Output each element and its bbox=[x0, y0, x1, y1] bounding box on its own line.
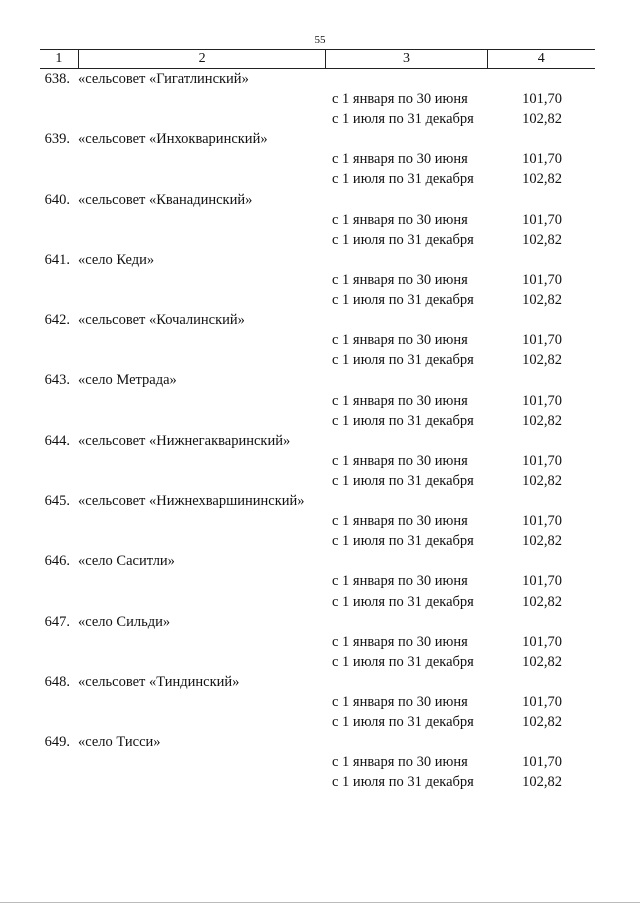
entry-name: «сельсовет «Кванадинский» bbox=[78, 191, 253, 208]
period-row bbox=[40, 592, 600, 612]
index-value: 101,70 bbox=[522, 754, 562, 771]
period-text: с 1 июля по 31 декабря bbox=[332, 593, 474, 610]
period-row bbox=[40, 511, 600, 531]
header-col-4: 4 bbox=[487, 50, 595, 68]
entry-name: «сельсовет «Нижнегакваринский» bbox=[78, 432, 291, 449]
index-value: 102,82 bbox=[522, 412, 562, 429]
index-value: 102,82 bbox=[522, 231, 562, 248]
index-value: 102,82 bbox=[522, 171, 562, 188]
table-entry bbox=[40, 732, 600, 792]
index-value: 102,82 bbox=[522, 653, 562, 670]
index-value: 102,82 bbox=[522, 593, 562, 610]
table-entry bbox=[40, 250, 600, 310]
entry-name: «село Саситли» bbox=[78, 553, 175, 570]
entry-number: 645. bbox=[44, 493, 70, 510]
period-text: с 1 января по 30 июня bbox=[332, 452, 468, 469]
period-text: с 1 июля по 31 декабря bbox=[332, 412, 474, 429]
entry-heading-row bbox=[40, 69, 600, 89]
entry-number: 639. bbox=[44, 131, 70, 148]
entry-name: «сельсовет «Кочалинский» bbox=[78, 312, 245, 329]
entry-name: «село Метрада» bbox=[78, 372, 177, 389]
table-entry bbox=[40, 551, 600, 611]
entry-heading-row bbox=[40, 672, 600, 692]
table-entry bbox=[40, 129, 600, 189]
entry-name: «село Тисси» bbox=[78, 734, 161, 751]
index-value: 102,82 bbox=[522, 714, 562, 731]
index-value: 101,70 bbox=[522, 332, 562, 349]
header-col-3: 3 bbox=[325, 50, 486, 68]
index-value: 101,70 bbox=[522, 211, 562, 228]
period-text: с 1 июля по 31 декабря bbox=[332, 472, 474, 489]
period-text: с 1 января по 30 июня bbox=[332, 91, 468, 108]
entry-heading-row bbox=[40, 732, 600, 752]
period-row bbox=[40, 290, 600, 310]
period-text: с 1 июля по 31 декабря bbox=[332, 533, 474, 550]
period-row bbox=[40, 89, 600, 109]
period-row bbox=[40, 109, 600, 129]
index-value: 102,82 bbox=[522, 352, 562, 369]
entries-list bbox=[40, 69, 600, 793]
entry-name: «сельсовет «Инхокваринский» bbox=[78, 131, 268, 148]
index-value: 102,82 bbox=[522, 111, 562, 128]
table-entry bbox=[40, 370, 600, 430]
period-row bbox=[40, 571, 600, 591]
period-row bbox=[40, 391, 600, 411]
period-text: с 1 июля по 31 декабря bbox=[332, 231, 474, 248]
entry-heading-row bbox=[40, 612, 600, 632]
table-entry bbox=[40, 672, 600, 732]
period-text: с 1 июля по 31 декабря bbox=[332, 171, 474, 188]
index-value: 101,70 bbox=[522, 633, 562, 650]
table-header bbox=[40, 49, 595, 69]
index-value: 101,70 bbox=[522, 452, 562, 469]
entry-name: «село Сильди» bbox=[78, 613, 171, 630]
period-row bbox=[40, 531, 600, 551]
period-text: с 1 января по 30 июня bbox=[332, 573, 468, 590]
period-text: с 1 января по 30 июня bbox=[332, 633, 468, 650]
period-row bbox=[40, 149, 600, 169]
period-row bbox=[40, 692, 600, 712]
entry-name: «сельсовет «Тиндинский» bbox=[78, 673, 240, 690]
index-value: 102,82 bbox=[522, 472, 562, 489]
period-text: с 1 января по 30 июня bbox=[332, 332, 468, 349]
entry-heading-row bbox=[40, 431, 600, 451]
entry-number: 643. bbox=[44, 372, 70, 389]
index-value: 101,70 bbox=[522, 151, 562, 168]
header-col-2: 2 bbox=[78, 50, 326, 68]
period-text: с 1 января по 30 июня bbox=[332, 392, 468, 409]
entry-heading-row bbox=[40, 310, 600, 330]
entry-number: 641. bbox=[44, 251, 70, 268]
table-entry bbox=[40, 491, 600, 551]
entry-heading-row bbox=[40, 129, 600, 149]
entry-number: 646. bbox=[44, 553, 70, 570]
entry-heading-row bbox=[40, 250, 600, 270]
table-entry bbox=[40, 431, 600, 491]
period-row bbox=[40, 230, 600, 250]
period-row bbox=[40, 471, 600, 491]
index-value: 101,70 bbox=[522, 271, 562, 288]
entry-heading-row bbox=[40, 370, 600, 390]
index-value: 102,82 bbox=[522, 774, 562, 791]
table-entry bbox=[40, 190, 600, 250]
period-row bbox=[40, 330, 600, 350]
period-row bbox=[40, 270, 600, 290]
period-text: с 1 января по 30 июня bbox=[332, 754, 468, 771]
entry-number: 638. bbox=[44, 71, 70, 87]
table-entry bbox=[40, 310, 600, 370]
period-row bbox=[40, 169, 600, 189]
entry-name: «сельсовет «Нижнехваршининский» bbox=[78, 493, 305, 510]
entry-name: «село Кеди» bbox=[78, 251, 155, 268]
index-value: 101,70 bbox=[522, 573, 562, 590]
header-col-1: 1 bbox=[55, 51, 63, 66]
period-text: с 1 июля по 31 декабря bbox=[332, 111, 474, 128]
period-row bbox=[40, 632, 600, 652]
period-text: с 1 января по 30 июня bbox=[332, 694, 468, 711]
period-text: с 1 января по 30 июня bbox=[332, 211, 468, 228]
period-row bbox=[40, 411, 600, 431]
period-text: с 1 января по 30 июня bbox=[332, 513, 468, 530]
page-bottom-line bbox=[0, 902, 640, 903]
entry-number: 647. bbox=[44, 613, 70, 630]
period-text: с 1 июля по 31 декабря bbox=[332, 653, 474, 670]
entry-name: «сельсовет «Гигатлинский» bbox=[78, 71, 249, 87]
entry-number: 642. bbox=[44, 312, 70, 329]
period-text: с 1 июля по 31 декабря bbox=[332, 292, 474, 309]
page-number: 55 bbox=[314, 34, 326, 46]
period-row bbox=[40, 652, 600, 672]
period-row bbox=[40, 210, 600, 230]
period-text: с 1 июля по 31 декабря bbox=[332, 352, 474, 369]
period-text: с 1 января по 30 июня bbox=[332, 151, 468, 168]
period-row bbox=[40, 451, 600, 471]
period-text: с 1 июля по 31 декабря bbox=[332, 714, 474, 731]
index-value: 101,70 bbox=[522, 392, 562, 409]
entry-heading-row bbox=[40, 491, 600, 511]
entry-number: 649. bbox=[44, 734, 70, 751]
entry-number: 644. bbox=[44, 432, 70, 449]
period-text: с 1 января по 30 июня bbox=[332, 271, 468, 288]
period-text: с 1 июля по 31 декабря bbox=[332, 774, 474, 791]
period-row bbox=[40, 712, 600, 732]
period-row bbox=[40, 350, 600, 370]
entry-number: 648. bbox=[44, 673, 70, 690]
period-row bbox=[40, 752, 600, 772]
period-row bbox=[40, 772, 600, 792]
entry-heading-row bbox=[40, 190, 600, 210]
table-entry bbox=[40, 69, 600, 129]
index-value: 102,82 bbox=[522, 292, 562, 309]
index-value: 101,70 bbox=[522, 513, 562, 530]
table-entry bbox=[40, 612, 600, 672]
index-value: 101,70 bbox=[522, 694, 562, 711]
index-value: 101,70 bbox=[522, 91, 562, 108]
entry-number: 640. bbox=[44, 191, 70, 208]
index-value: 102,82 bbox=[522, 533, 562, 550]
entry-heading-row bbox=[40, 551, 600, 571]
